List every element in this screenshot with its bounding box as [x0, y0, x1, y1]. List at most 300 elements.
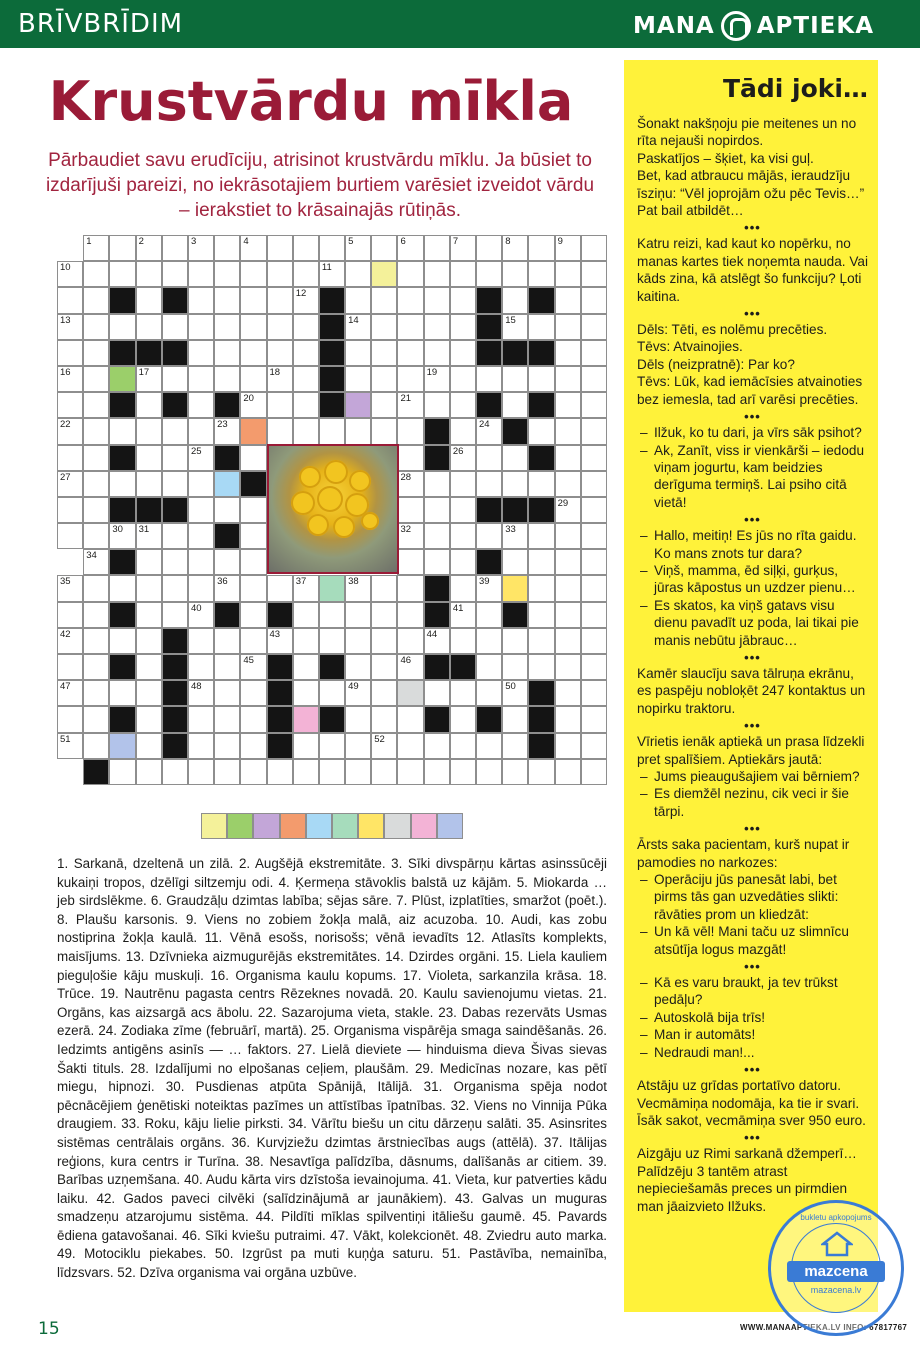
crossword-cell[interactable]	[450, 366, 476, 392]
answer-cell[interactable]	[437, 813, 463, 839]
crossword-cell[interactable]	[528, 523, 554, 549]
crossword-cell[interactable]	[476, 445, 502, 471]
answer-cell[interactable]	[201, 813, 227, 839]
crossword-cell[interactable]	[188, 497, 214, 523]
crossword-cell[interactable]	[214, 314, 240, 340]
crossword-cell[interactable]	[555, 366, 581, 392]
crossword-cell[interactable]	[397, 575, 423, 601]
crossword-cell[interactable]	[83, 235, 109, 261]
crossword-cell[interactable]	[240, 314, 266, 340]
crossword-cell[interactable]	[214, 418, 240, 444]
crossword-cell[interactable]	[581, 287, 607, 313]
crossword-cell[interactable]	[528, 602, 554, 628]
crossword-cell[interactable]	[476, 680, 502, 706]
crossword-cell[interactable]	[555, 680, 581, 706]
crossword-cell[interactable]	[136, 733, 162, 759]
crossword-cell[interactable]	[240, 340, 266, 366]
crossword-cell[interactable]	[450, 340, 476, 366]
crossword-cell[interactable]	[162, 445, 188, 471]
crossword-cell[interactable]	[188, 340, 214, 366]
crossword-cell[interactable]	[136, 680, 162, 706]
crossword-cell[interactable]	[57, 418, 83, 444]
crossword-cell[interactable]	[345, 628, 371, 654]
crossword-cell[interactable]	[83, 628, 109, 654]
crossword-cell[interactable]	[83, 261, 109, 287]
crossword-cell[interactable]	[502, 471, 528, 497]
highlighted-cell[interactable]	[345, 392, 371, 418]
crossword-cell[interactable]	[555, 497, 581, 523]
crossword-cell[interactable]	[397, 733, 423, 759]
crossword-cell[interactable]	[293, 575, 319, 601]
crossword-cell[interactable]	[424, 497, 450, 523]
crossword-cell[interactable]	[555, 759, 581, 785]
crossword-cell[interactable]	[57, 575, 83, 601]
crossword-cell[interactable]	[240, 680, 266, 706]
crossword-cell[interactable]	[240, 628, 266, 654]
crossword-cell[interactable]	[502, 392, 528, 418]
crossword-cell[interactable]	[502, 235, 528, 261]
crossword-cell[interactable]	[555, 654, 581, 680]
crossword-cell[interactable]	[476, 261, 502, 287]
crossword-cell[interactable]	[319, 235, 345, 261]
crossword-cell[interactable]	[162, 418, 188, 444]
crossword-cell[interactable]	[293, 366, 319, 392]
crossword-cell[interactable]	[188, 471, 214, 497]
crossword-cell[interactable]	[57, 314, 83, 340]
crossword-cell[interactable]	[83, 549, 109, 575]
crossword-cell[interactable]	[57, 602, 83, 628]
crossword-cell[interactable]	[188, 706, 214, 732]
crossword-cell[interactable]	[450, 497, 476, 523]
crossword-cell[interactable]	[240, 706, 266, 732]
crossword-cell[interactable]	[57, 445, 83, 471]
crossword-cell[interactable]	[136, 575, 162, 601]
crossword-cell[interactable]	[83, 602, 109, 628]
crossword-cell[interactable]	[136, 471, 162, 497]
crossword-cell[interactable]	[188, 549, 214, 575]
crossword-cell[interactable]	[581, 497, 607, 523]
crossword-cell[interactable]	[188, 654, 214, 680]
crossword-cell[interactable]	[293, 235, 319, 261]
crossword-cell[interactable]	[502, 445, 528, 471]
crossword-cell[interactable]	[57, 287, 83, 313]
crossword-cell[interactable]	[476, 471, 502, 497]
crossword-cell[interactable]	[528, 418, 554, 444]
crossword-cell[interactable]	[555, 287, 581, 313]
crossword-cell[interactable]	[109, 759, 135, 785]
crossword-cell[interactable]	[476, 759, 502, 785]
crossword-cell[interactable]	[109, 314, 135, 340]
crossword-cell[interactable]	[555, 575, 581, 601]
crossword-cell[interactable]	[57, 680, 83, 706]
crossword-cell[interactable]	[267, 261, 293, 287]
crossword-cell[interactable]	[555, 549, 581, 575]
crossword-cell[interactable]	[83, 340, 109, 366]
crossword-cell[interactable]	[371, 418, 397, 444]
crossword-cell[interactable]	[581, 733, 607, 759]
crossword-cell[interactable]	[528, 759, 554, 785]
crossword-cell[interactable]	[293, 392, 319, 418]
crossword-cell[interactable]	[502, 287, 528, 313]
crossword-cell[interactable]	[528, 654, 554, 680]
crossword-cell[interactable]	[240, 549, 266, 575]
crossword-cell[interactable]	[397, 418, 423, 444]
crossword-cell[interactable]	[555, 471, 581, 497]
crossword-cell[interactable]	[136, 549, 162, 575]
crossword-cell[interactable]	[450, 706, 476, 732]
crossword-cell[interactable]	[293, 654, 319, 680]
crossword-cell[interactable]	[188, 733, 214, 759]
crossword-cell[interactable]	[83, 575, 109, 601]
crossword-cell[interactable]	[345, 680, 371, 706]
crossword-cell[interactable]	[188, 523, 214, 549]
crossword-cell[interactable]	[267, 418, 293, 444]
crossword-cell[interactable]	[581, 706, 607, 732]
crossword-cell[interactable]	[345, 366, 371, 392]
crossword-cell[interactable]	[109, 235, 135, 261]
crossword-cell[interactable]	[581, 261, 607, 287]
crossword-cell[interactable]	[502, 759, 528, 785]
crossword-cell[interactable]	[555, 340, 581, 366]
crossword-cell[interactable]	[581, 471, 607, 497]
crossword-cell[interactable]	[450, 680, 476, 706]
crossword-cell[interactable]	[240, 654, 266, 680]
crossword-cell[interactable]	[555, 392, 581, 418]
crossword-cell[interactable]	[136, 759, 162, 785]
crossword-cell[interactable]	[345, 602, 371, 628]
highlighted-cell[interactable]	[109, 366, 135, 392]
crossword-cell[interactable]	[319, 602, 345, 628]
crossword-cell[interactable]	[293, 759, 319, 785]
crossword-cell[interactable]	[581, 418, 607, 444]
crossword-cell[interactable]	[397, 759, 423, 785]
crossword-cell[interactable]	[162, 471, 188, 497]
crossword-cell[interactable]	[476, 733, 502, 759]
crossword-cell[interactable]	[214, 628, 240, 654]
crossword-cell[interactable]	[83, 287, 109, 313]
crossword-cell[interactable]	[240, 235, 266, 261]
crossword-cell[interactable]	[319, 680, 345, 706]
crossword-cell[interactable]	[267, 340, 293, 366]
crossword-cell[interactable]	[345, 287, 371, 313]
crossword-cell[interactable]	[214, 366, 240, 392]
crossword-cell[interactable]	[109, 628, 135, 654]
crossword-cell[interactable]	[214, 340, 240, 366]
crossword-cell[interactable]	[371, 733, 397, 759]
crossword-cell[interactable]	[136, 366, 162, 392]
crossword-cell[interactable]	[162, 575, 188, 601]
crossword-cell[interactable]	[293, 680, 319, 706]
crossword-cell[interactable]	[267, 366, 293, 392]
crossword-cell[interactable]	[397, 523, 423, 549]
crossword-cell[interactable]	[345, 235, 371, 261]
crossword-cell[interactable]	[345, 340, 371, 366]
crossword-cell[interactable]	[83, 523, 109, 549]
crossword-cell[interactable]	[581, 759, 607, 785]
crossword-cell[interactable]	[397, 628, 423, 654]
crossword-cell[interactable]	[83, 392, 109, 418]
crossword-cell[interactable]	[450, 523, 476, 549]
answer-cell[interactable]	[280, 813, 306, 839]
answer-cell[interactable]	[358, 813, 384, 839]
highlighted-cell[interactable]	[502, 575, 528, 601]
answer-cell[interactable]	[384, 813, 410, 839]
crossword-cell[interactable]	[397, 235, 423, 261]
crossword-cell[interactable]	[188, 261, 214, 287]
crossword-cell[interactable]	[450, 314, 476, 340]
crossword-cell[interactable]	[162, 314, 188, 340]
crossword-cell[interactable]	[214, 654, 240, 680]
crossword-cell[interactable]	[188, 575, 214, 601]
crossword-cell[interactable]	[345, 733, 371, 759]
crossword-cell[interactable]	[240, 523, 266, 549]
crossword-cell[interactable]	[581, 523, 607, 549]
brand-logo[interactable]: MANA APTIEKA	[633, 13, 874, 39]
crossword-cell[interactable]	[528, 549, 554, 575]
crossword-cell[interactable]	[267, 759, 293, 785]
crossword-cell[interactable]	[397, 471, 423, 497]
crossword-cell[interactable]	[528, 314, 554, 340]
highlighted-cell[interactable]	[397, 680, 423, 706]
crossword-cell[interactable]	[214, 261, 240, 287]
crossword-cell[interactable]	[214, 733, 240, 759]
crossword-cell[interactable]	[57, 733, 83, 759]
crossword-cell[interactable]	[397, 340, 423, 366]
crossword-cell[interactable]	[109, 471, 135, 497]
crossword-cell[interactable]	[345, 759, 371, 785]
crossword-cell[interactable]	[502, 706, 528, 732]
crossword-cell[interactable]	[83, 418, 109, 444]
crossword-cell[interactable]	[397, 261, 423, 287]
crossword-cell[interactable]	[555, 314, 581, 340]
crossword-cell[interactable]	[136, 418, 162, 444]
crossword-cell[interactable]	[57, 392, 83, 418]
crossword-cell[interactable]	[188, 235, 214, 261]
answer-cell[interactable]	[332, 813, 358, 839]
crossword-cell[interactable]	[57, 497, 83, 523]
crossword-cell[interactable]	[293, 628, 319, 654]
crossword-cell[interactable]	[57, 628, 83, 654]
crossword-cell[interactable]	[136, 287, 162, 313]
crossword-cell[interactable]	[450, 602, 476, 628]
crossword-cell[interactable]	[345, 261, 371, 287]
crossword-cell[interactable]	[450, 392, 476, 418]
crossword-cell[interactable]	[345, 575, 371, 601]
crossword-cell[interactable]	[345, 314, 371, 340]
crossword-cell[interactable]	[528, 261, 554, 287]
crossword-cell[interactable]	[555, 418, 581, 444]
crossword-cell[interactable]	[293, 340, 319, 366]
crossword-cell[interactable]	[581, 575, 607, 601]
crossword-cell[interactable]	[528, 575, 554, 601]
crossword-cell[interactable]	[267, 628, 293, 654]
crossword-cell[interactable]	[450, 549, 476, 575]
crossword-cell[interactable]	[555, 235, 581, 261]
crossword-cell[interactable]	[293, 261, 319, 287]
crossword-cell[interactable]	[240, 445, 266, 471]
crossword-cell[interactable]	[83, 680, 109, 706]
crossword-cell[interactable]	[502, 261, 528, 287]
crossword-cell[interactable]	[371, 392, 397, 418]
crossword-cell[interactable]	[502, 523, 528, 549]
crossword-cell[interactable]	[555, 261, 581, 287]
crossword-cell[interactable]	[136, 706, 162, 732]
crossword-cell[interactable]	[397, 602, 423, 628]
crossword-cell[interactable]	[136, 261, 162, 287]
crossword-cell[interactable]	[502, 733, 528, 759]
crossword-cell[interactable]	[345, 706, 371, 732]
crossword-cell[interactable]	[188, 366, 214, 392]
crossword-cell[interactable]	[293, 418, 319, 444]
crossword-cell[interactable]	[162, 523, 188, 549]
crossword-cell[interactable]	[476, 628, 502, 654]
crossword-cell[interactable]	[162, 261, 188, 287]
crossword-cell[interactable]	[136, 523, 162, 549]
crossword-cell[interactable]	[240, 575, 266, 601]
crossword-cell[interactable]	[188, 445, 214, 471]
crossword-cell[interactable]	[502, 314, 528, 340]
crossword-cell[interactable]	[83, 706, 109, 732]
crossword-cell[interactable]	[371, 759, 397, 785]
crossword-cell[interactable]	[555, 706, 581, 732]
crossword-cell[interactable]	[162, 602, 188, 628]
crossword-cell[interactable]	[319, 759, 345, 785]
crossword-cell[interactable]	[581, 654, 607, 680]
crossword-cell[interactable]	[267, 287, 293, 313]
crossword-cell[interactable]	[267, 314, 293, 340]
crossword-cell[interactable]	[397, 366, 423, 392]
crossword-cell[interactable]	[424, 235, 450, 261]
crossword-cell[interactable]	[555, 602, 581, 628]
crossword-cell[interactable]	[371, 287, 397, 313]
crossword-cell[interactable]	[424, 261, 450, 287]
crossword-cell[interactable]	[240, 287, 266, 313]
crossword-cell[interactable]	[581, 445, 607, 471]
crossword-cell[interactable]	[136, 235, 162, 261]
crossword-cell[interactable]	[57, 366, 83, 392]
crossword-cell[interactable]	[214, 287, 240, 313]
highlighted-cell[interactable]	[293, 706, 319, 732]
crossword-cell[interactable]	[371, 314, 397, 340]
crossword-cell[interactable]	[136, 602, 162, 628]
crossword-cell[interactable]	[188, 287, 214, 313]
crossword-cell[interactable]	[109, 418, 135, 444]
crossword-cell[interactable]	[136, 314, 162, 340]
crossword-cell[interactable]	[581, 392, 607, 418]
crossword-cell[interactable]	[83, 733, 109, 759]
crossword-cell[interactable]	[581, 628, 607, 654]
crossword-cell[interactable]	[424, 523, 450, 549]
answer-cell[interactable]	[253, 813, 279, 839]
crossword-cell[interactable]	[214, 575, 240, 601]
crossword-cell[interactable]	[83, 366, 109, 392]
crossword-cell[interactable]	[450, 733, 476, 759]
crossword-cell[interactable]	[502, 549, 528, 575]
crossword-cell[interactable]	[240, 497, 266, 523]
answer-cell[interactable]	[306, 813, 332, 839]
crossword-cell[interactable]	[267, 392, 293, 418]
crossword-cell[interactable]	[83, 314, 109, 340]
crossword-cell[interactable]	[502, 628, 528, 654]
crossword-cell[interactable]	[240, 366, 266, 392]
crossword-cell[interactable]	[109, 523, 135, 549]
crossword-cell[interactable]	[267, 575, 293, 601]
crossword-cell[interactable]	[397, 287, 423, 313]
crossword-cell[interactable]	[502, 654, 528, 680]
crossword-cell[interactable]	[57, 654, 83, 680]
crossword-cell[interactable]	[581, 314, 607, 340]
crossword-cell[interactable]	[371, 628, 397, 654]
crossword-cell[interactable]	[371, 602, 397, 628]
crossword-cell[interactable]	[581, 680, 607, 706]
crossword-cell[interactable]	[240, 392, 266, 418]
crossword-cell[interactable]	[555, 523, 581, 549]
highlighted-cell[interactable]	[319, 575, 345, 601]
crossword-cell[interactable]	[424, 314, 450, 340]
crossword-cell[interactable]	[57, 261, 83, 287]
crossword-cell[interactable]	[450, 287, 476, 313]
crossword-cell[interactable]	[476, 575, 502, 601]
crossword-cell[interactable]	[240, 261, 266, 287]
crossword-cell[interactable]	[555, 733, 581, 759]
crossword-cell[interactable]	[424, 392, 450, 418]
crossword-cell[interactable]	[502, 680, 528, 706]
crossword-cell[interactable]	[57, 471, 83, 497]
crossword-cell[interactable]	[528, 628, 554, 654]
highlighted-cell[interactable]	[371, 261, 397, 287]
crossword-cell[interactable]	[424, 366, 450, 392]
crossword-cell[interactable]	[424, 549, 450, 575]
crossword-cell[interactable]	[136, 628, 162, 654]
crossword-cell[interactable]	[162, 759, 188, 785]
crossword-cell[interactable]	[371, 575, 397, 601]
crossword-cell[interactable]	[528, 471, 554, 497]
crossword-cell[interactable]	[188, 392, 214, 418]
crossword-cell[interactable]	[319, 733, 345, 759]
crossword-cell[interactable]	[397, 706, 423, 732]
crossword-cell[interactable]	[83, 654, 109, 680]
crossword-cell[interactable]	[450, 628, 476, 654]
crossword-cell[interactable]	[371, 680, 397, 706]
crossword-cell[interactable]	[188, 602, 214, 628]
crossword-cell[interactable]	[319, 628, 345, 654]
crossword-cell[interactable]	[528, 366, 554, 392]
crossword-cell[interactable]	[109, 575, 135, 601]
crossword-cell[interactable]	[450, 759, 476, 785]
crossword-cell[interactable]	[188, 418, 214, 444]
crossword-cell[interactable]	[581, 602, 607, 628]
crossword-cell[interactable]	[214, 706, 240, 732]
crossword-cell[interactable]	[371, 706, 397, 732]
crossword-cell[interactable]	[188, 680, 214, 706]
crossword-cell[interactable]	[214, 549, 240, 575]
crossword-cell[interactable]	[109, 680, 135, 706]
crossword-cell[interactable]	[109, 261, 135, 287]
crossword-cell[interactable]	[319, 261, 345, 287]
answer-cell[interactable]	[227, 813, 253, 839]
crossword-cell[interactable]	[450, 445, 476, 471]
crossword-cell[interactable]	[476, 654, 502, 680]
crossword-cell[interactable]	[267, 235, 293, 261]
crossword-cell[interactable]	[476, 366, 502, 392]
crossword-cell[interactable]	[397, 392, 423, 418]
crossword-cell[interactable]	[476, 418, 502, 444]
crossword-cell[interactable]	[240, 759, 266, 785]
crossword-cell[interactable]	[450, 261, 476, 287]
crossword-cell[interactable]	[424, 340, 450, 366]
crossword-cell[interactable]	[397, 314, 423, 340]
crossword-cell[interactable]	[450, 418, 476, 444]
